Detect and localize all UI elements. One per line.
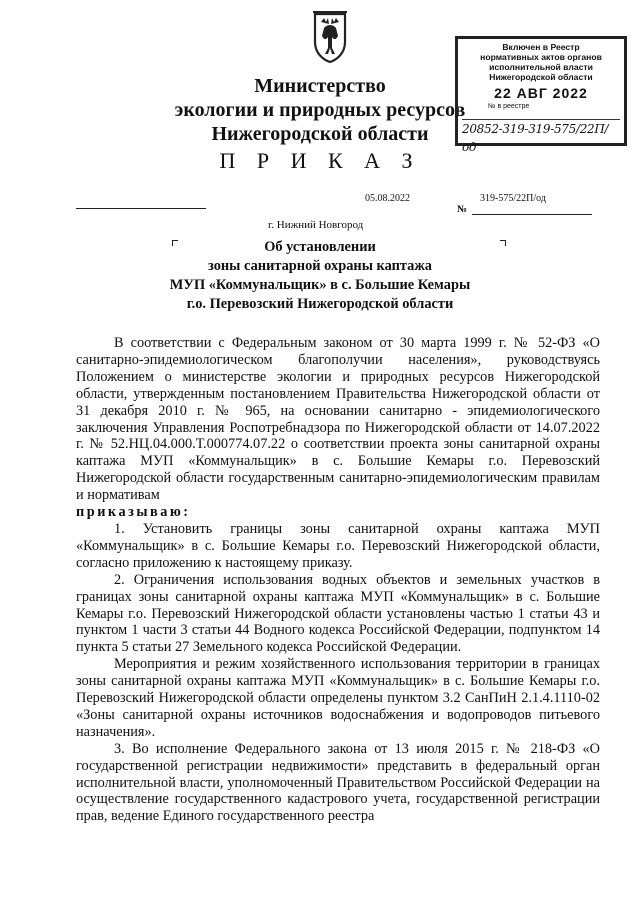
stamp-line4: Нижегородской области [489,72,593,82]
number-underline [472,214,592,215]
order-title: П Р И К А З [219,148,421,173]
subject-line1: Об установлении [264,239,376,255]
coat-of-arms-icon [310,10,350,64]
order-word: приказываю: [76,504,191,521]
item-2-paragraph: 2. Ограничения использования водных объектов и земельных участков в границах зоны санитарной охраны каптажа МУП «Коммунальщик» в с. Большие Кемары г.о. Перевозский Нижегородской области установлены частью 1 статьи 43 и пунктом 1 части 3 статьи 44 Водного кодекса Российской Федерации, подпунктом 14 пункта 5 статьи 27 Земельного кодекса Российской Федерации. [76,571,600,656]
ministry-name-line3: Нижегородской области [211,123,429,145]
subject-line4: г.о. Перевозский Нижегородской области [186,296,454,312]
subject-line2: зоны санитарной охраны каптажа [208,258,432,274]
order-subject [130,238,510,314]
stamp-line2: нормативных актов органов [480,52,602,62]
date-blank-line [76,208,206,209]
city-name: г. Нижний Новгород [268,219,364,231]
item-3-paragraph: 3. Во исполнение Федерального закона от 13 июля 2015 г. № 218-ФЗ «О государственной регистрации недвижимости» представить в федеральный орган исполнительной власти, уполномоченный Правительством Российской Федерации на осуществление государственного кадастрового учета, государственной регистрации прав, ведение Единого государственного реестра [76,740,600,825]
item-1-paragraph: 1. Установить границы зоны санитарной охраны каптажа МУП «Коммунальщик» в с. Большие Кемары г.о. Перевозский Нижегородской области, согласно приложению к настоящему приказу. [76,520,600,571]
stamp-registry-label: № в реестре [488,103,530,110]
item-2b-paragraph: Мероприятия и режим хозяйственного использования территории в границах зоны санитарной охраны каптажа МУП «Коммунальщик» в с. Большие Кемары г.о. Перевозский Нижегородской области определены пунктом 3.2 СанПиН 2.1.4.1110-02 «Зоны санитарной охраны источников водоснабжения и водопроводов питьевого назначения». [76,656,600,740]
registry-stamp [455,36,627,154]
subject-line3: МУП «Коммунальщик» в с. Большие Кемары [169,277,471,293]
stamp-line1: Включен в Реестр [502,42,580,52]
preamble-paragraph: В соответствии с Федеральным законом от 30 марта 1999 г. № 52-ФЗ «О санитарно-эпидемиологическом благополучии населения», руководствуясь Положением о министерстве экологии и природных ресурсов Нижегородской области, утвержденным постановлением Правительства Нижегородской области от 31 декабря 2010 г. № 965, на основании санитарно - эпидемиологического заключения Управления Роспотребнадзора по Нижегородской области от 14.07.2022 г. № 52.НЦ.04.000.Т.000774.07.22 о соответствии проекта зоны санитарной охраны каптажа МУП «Коммунальщик» в с. Большие Кемары г.о. Перевозский Нижегородской области государственным санитарно-эпидемиологическим правилам и нормативам [76,335,600,504]
order-number: 319-575/22П/од [480,193,546,204]
order-body [76,335,600,825]
ministry-name-line1: Министерство [254,75,386,97]
stamp-registry-number: 20852-319-319-575/22П/од [462,119,620,156]
stamp-date: 22 АВГ 2022 [494,85,588,101]
stamp-line3: исполнительной власти [489,62,593,72]
order-date: 05.08.2022 [365,193,410,204]
number-sign: № [457,204,468,215]
ministry-name [170,74,470,146]
ministry-name-line2: экологии и природных ресурсов [174,99,466,121]
